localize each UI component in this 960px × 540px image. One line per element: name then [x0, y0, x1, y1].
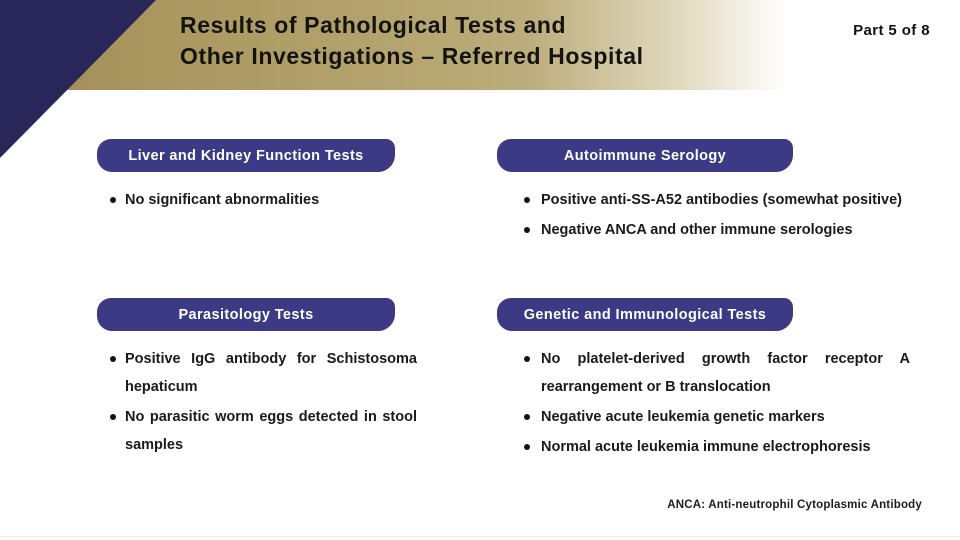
bullet-dot-icon [110, 356, 116, 362]
bullet-list [97, 345, 417, 459]
slide-title-line2: Other Investigations – Referred Hospital [180, 43, 644, 69]
abbreviation-footnote: ANCA: Anti-neutrophil Cytoplasmic Antibody [667, 499, 922, 511]
bullet-dot-icon [524, 356, 530, 362]
section-genetic-immunological [497, 298, 910, 463]
bullet-text: Positive anti-SS-A52 antibodies (somewhat positive) [541, 192, 902, 208]
bullet-item [497, 186, 910, 214]
section-header-liver-kidney: Liver and Kidney Function Tests [97, 139, 395, 172]
bullet-text: Positive IgG antibody for Schistosoma hepaticum [125, 351, 417, 395]
section-header-parasitology: Parasitology Tests [97, 298, 395, 331]
bullet-list [97, 186, 417, 214]
slide-title-line1: Results of Pathological Tests and [180, 12, 567, 38]
bullet-dot-icon [524, 414, 530, 420]
bullet-item [97, 186, 417, 214]
bullet-text: No parasitic worm eggs detected in stool samples [125, 409, 417, 453]
bullet-text: No platelet-derived growth factor receptor A rearrangement or B translocation [541, 351, 910, 395]
bullet-dot-icon [524, 444, 530, 450]
bullet-list [497, 186, 910, 244]
bullet-dot-icon [110, 414, 116, 420]
bullet-text: No significant abnormalities [125, 192, 320, 208]
bullet-item [97, 403, 417, 459]
part-indicator: Part 5 of 8 [853, 22, 930, 39]
bullet-dot-icon [524, 227, 530, 233]
bullet-item [497, 216, 910, 244]
section-liver-kidney [97, 139, 417, 216]
bullet-item [497, 403, 910, 431]
section-autoimmune-serology [497, 139, 910, 246]
slide-title [180, 10, 644, 72]
section-parasitology [97, 298, 417, 461]
bullet-text: Normal acute leukemia immune electrophoresis [541, 439, 871, 455]
bullet-list [497, 345, 910, 461]
bullet-text: Negative acute leukemia genetic markers [541, 409, 825, 425]
bullet-item [497, 433, 910, 461]
bullet-dot-icon [110, 197, 116, 203]
section-header-genetic-immunological: Genetic and Immunological Tests [497, 298, 793, 331]
bullet-item [97, 345, 417, 401]
bottom-divider-line [0, 536, 960, 537]
bullet-text: Negative ANCA and other immune serologies [541, 222, 853, 238]
bullet-dot-icon [524, 197, 530, 203]
section-header-autoimmune-serology: Autoimmune Serology [497, 139, 793, 172]
bullet-item [497, 345, 910, 401]
